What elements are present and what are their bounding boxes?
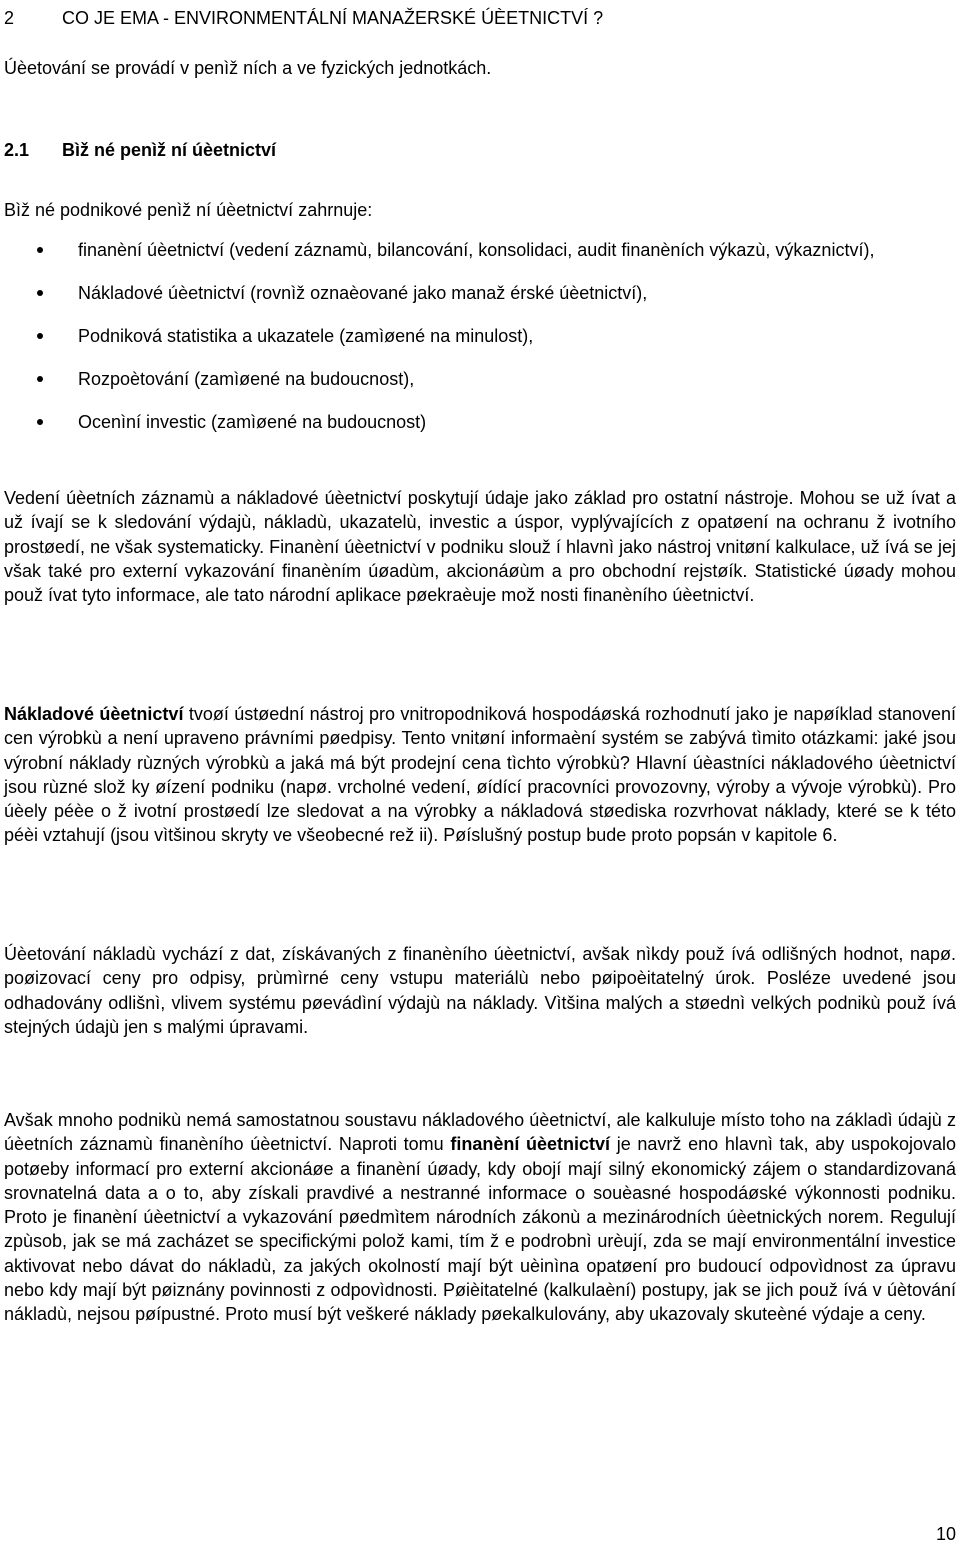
paragraph-cost-data: Úèetování nákladù vychází z dat, získávaných z finanèního úèetnictví, avšak nìkdy použ ívá odlišných hodnot, napø. poøizovací ceny pro odpisy, prùmìrné ceny vstupu materiálù nebo pøipoèitatelný úrok. Posléze uvedené jsou odhadovány odlišnì, vlivem systému pøevádìní výdajù na náklady. Vìtšina malých a støednì velkých podnikù použ ívá stejných údajù jen s malými úpravami.	[4, 944, 956, 1037]
intro-sentence: Úèetování se provádí v penìž ních a ve fyzických jednotkách.	[4, 58, 492, 78]
list-item: Nákladové úèetnictví (rovnìž oznaèované jako manaž érské úèetnictví),	[0, 281, 956, 305]
section-number: 2	[4, 8, 15, 28]
list-intro: Bìž né podnikové penìž ní úèetnictví zahrnuje:	[4, 200, 373, 220]
section-title: CO JE EMA - ENVIRONMENTÁLNÍ MANAŽERSKÉ ÚÈETNICTVÍ ?	[62, 8, 604, 28]
paragraph-text: je navrž eno hlavnì tak, aby uspokojovalo potøeby informací pro externí akcionáøe a finanèní úøady, kdy obojí mají silný ekonomický zájem o standardizovaná srovnatelná data a o to, aby získali pravdivé a nestranné informace o souèasné hospodáøské výkonnosti podniku. Proto je finanèní úèetnictví a vykazování pøedmìtem národních zákonù a mezinárodních úèetnických norem. Regulují zpùsob, jak se má zacházet se specifickými polož kami, tím ž e podrobnì urèují, zda se mají environmentální investice aktivovat nebo dávat do nákladù, za jakých okolností mají být uèinìna opatøení pro budoucí odpovìdnost za úpravu nebo kdy mají být pøiznány povinnosti z odpovìdnosti. Pøièitatelné (kalkulaèní) postupy, jak se jich použ ívá v úètování nákladù, nejsou pøípustné. Proto musí být veškeré náklady pøekalkulovány, aby ukazovaly skuteèné výdaje a ceny.	[4, 1134, 956, 1325]
subsection-title: Bìž né penìž ní úèetnictví	[62, 140, 277, 160]
paragraph-financial-accounting	[4, 1108, 956, 1327]
term-financial-accounting: finanèní úèetnictví	[450, 1134, 611, 1155]
paragraph-text: tvoøí ústøední nástroj pro vnitropodniková hospodáøská rozhodnutí jako je napøíklad stanovení cen výrobkù a není upraveno právními pøedpisy. Tento vnitøní informaèní systém se zabývá tìmito otázkami: jaké jsou výrobní náklady rùzných výrobkù a jaká má být prodejní cena tìchto výrobkù? Hlavní úèastníci nákladového úèetnictví jsou rùzné slož ky øízení podniku (napø. vrcholné vedení, øídící pracovníci provozovny, výroby a vývoje výrobkù). Pro úèely péèe o ž ivotní prostøedí lze sledovat a na výrobky a nákladová støediska rozvrhovat náklady, které se k této péèi vztahují (jsou vìtšinou skryty ve všeobecné rež ii). Pøíslušný postup bude proto popsán v kapitole 6.	[4, 704, 956, 846]
list-item: Ocenìní investic (zamìøené na budoucnost)	[0, 410, 956, 434]
subsection-number: 2.1	[4, 140, 30, 160]
paragraph-cost-accounting	[4, 702, 956, 848]
list-item: Podniková statistika a ukazatele (zamìøené na minulost),	[0, 324, 956, 348]
list-item: finanèní úèetnictví (vedení záznamù, bilancování, konsolidaci, audit finanèních výkazù, výkaznictví),	[0, 238, 956, 262]
subsection-heading	[4, 138, 276, 162]
section-heading	[4, 6, 603, 30]
paragraph-records: Vedení úèetních záznamù a nákladové úèetnictví poskytují údaje jako základ pro ostatní nástroje. Mohou se už ívat a už ívají se k sledování výdajù, nákladù, ukazatelù, investic a úspor, vyplývajících z opatøení na ochranu ž ivotního prostøedí, ne však systematicky. Finanèní úèetnictví v podniku slouž í hlavnì jako nástroj vnitøní kalkulace, už ívá se jej však také pro externí vykazování finanèním úøadùm, akcionáøùm a pro obchodní rejstøík. Statistické úøady mohou použ ívat tyto informace, ale tato národní aplikace pøekraèuje mož nosti finanèního úèetnictví.	[4, 488, 956, 606]
paragraph-text: Avšak mnoho podnikù nemá samostatnou soustavu nákladového úèetnictví, ale kalkuluje místo toho na základì údajù z úèetních záznamù finanèního úèetnictví. Naproti tomu	[4, 1110, 956, 1155]
term-cost-accounting: Nákladové úèetnictví	[4, 704, 184, 724]
list-item: Rozpoètování (zamìøené na budoucnost),	[0, 367, 956, 391]
bullet-list	[0, 238, 956, 453]
page-number: 10	[935, 1524, 956, 1544]
